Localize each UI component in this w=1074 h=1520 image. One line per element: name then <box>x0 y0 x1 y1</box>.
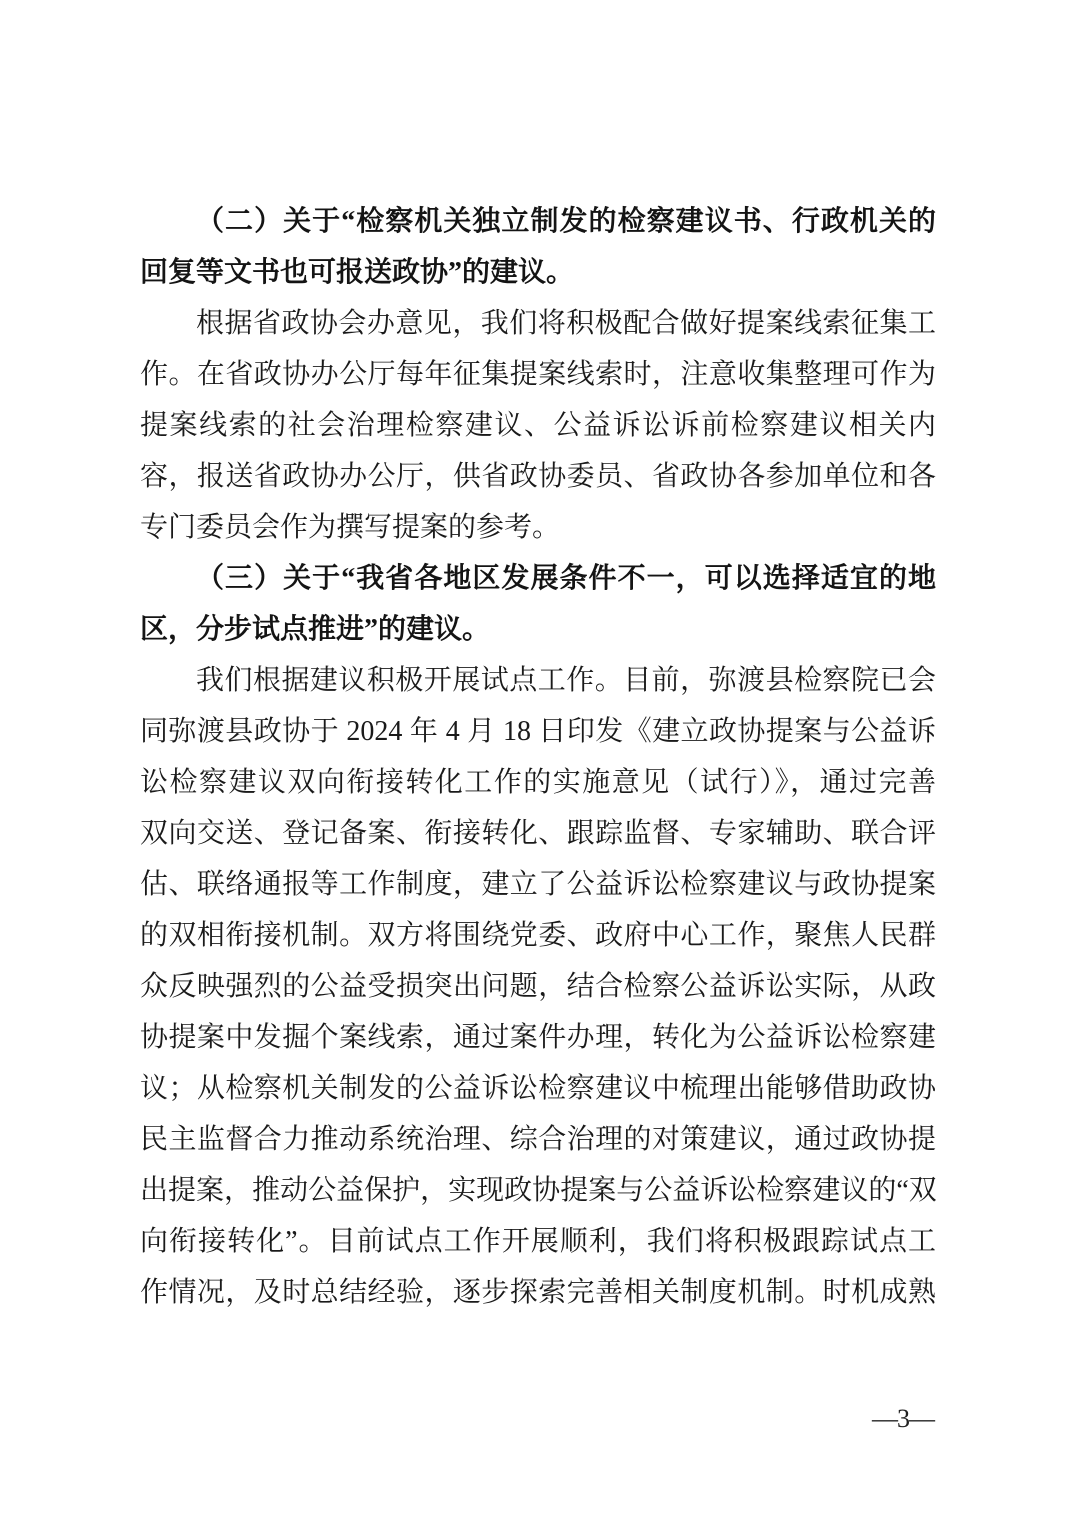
body-line: 估、联络通报等工作制度，建立了公益诉讼检察建议与政协提案 <box>140 869 936 900</box>
body-line: 提案线索的社会治理检察建议、公益诉讼诉前检察建议相关内 <box>140 410 936 441</box>
body-line: 众反映强烈的公益受损突出问题，结合检察公益诉讼实际，从政 <box>140 971 936 1002</box>
body-line: 的双相衔接机制。双方将围绕党委、政府中心工作，聚焦人民群 <box>140 920 936 951</box>
heading-line: 区，分步试点推进”的建议。 <box>140 614 491 645</box>
body-line: 协提案中发掘个案线索，通过案件办理，转化为公益诉讼检察建 <box>140 1022 936 1053</box>
body-line: 议；从检察机关制发的公益诉讼检察建议中梳理出能够借助政协 <box>140 1073 936 1104</box>
body-line: 我们根据建议积极开展试点工作。目前，弥渡县检察院已会 <box>196 665 936 696</box>
body-line: 出提案，推动公益保护，实现政协提案与公益诉讼检察建议的“双 <box>140 1175 936 1206</box>
body-line: 根据省政协会办意见，我们将积极配合做好提案线索征集工 <box>196 308 936 339</box>
body-line: 容，报送省政协办公厅，供省政协委员、省政协各参加单位和各 <box>140 461 936 492</box>
body-line: 向衔接转化”。目前试点工作开展顺利，我们将积极跟踪试点工 <box>140 1226 936 1257</box>
body-line: 双向交送、登记备案、衔接转化、跟踪监督、专家辅助、联合评 <box>140 818 936 849</box>
document-body <box>140 196 936 1318</box>
body-line: 专门委员会作为撰写提案的参考。 <box>140 512 561 543</box>
heading-line: 回复等文书也可报送政协”的建议。 <box>140 257 575 288</box>
body-line: 民主监督合力推动系统治理、综合治理的对策建议，通过政协提 <box>140 1124 936 1155</box>
body-line: 作。在省政协办公厅每年征集提案线索时，注意收集整理可作为 <box>140 359 936 390</box>
heading-line: （三）关于“我省各地区发展条件不一，可以选择适宜的地 <box>196 563 936 594</box>
body-line: 同弥渡县政协于 2024 年 4 月 18 日印发《建立政协提案与公益诉 <box>140 716 936 747</box>
body-line: 讼检察建议双向衔接转化工作的实施意见（试行）》，通过完善 <box>140 767 936 798</box>
page-number: —3— <box>872 1404 934 1433</box>
body-line: 作情况，及时总结经验，逐步探索完善相关制度机制。时机成熟 <box>140 1277 936 1308</box>
heading-line: （二）关于“检察机关独立制发的检察建议书、行政机关的 <box>196 206 936 237</box>
